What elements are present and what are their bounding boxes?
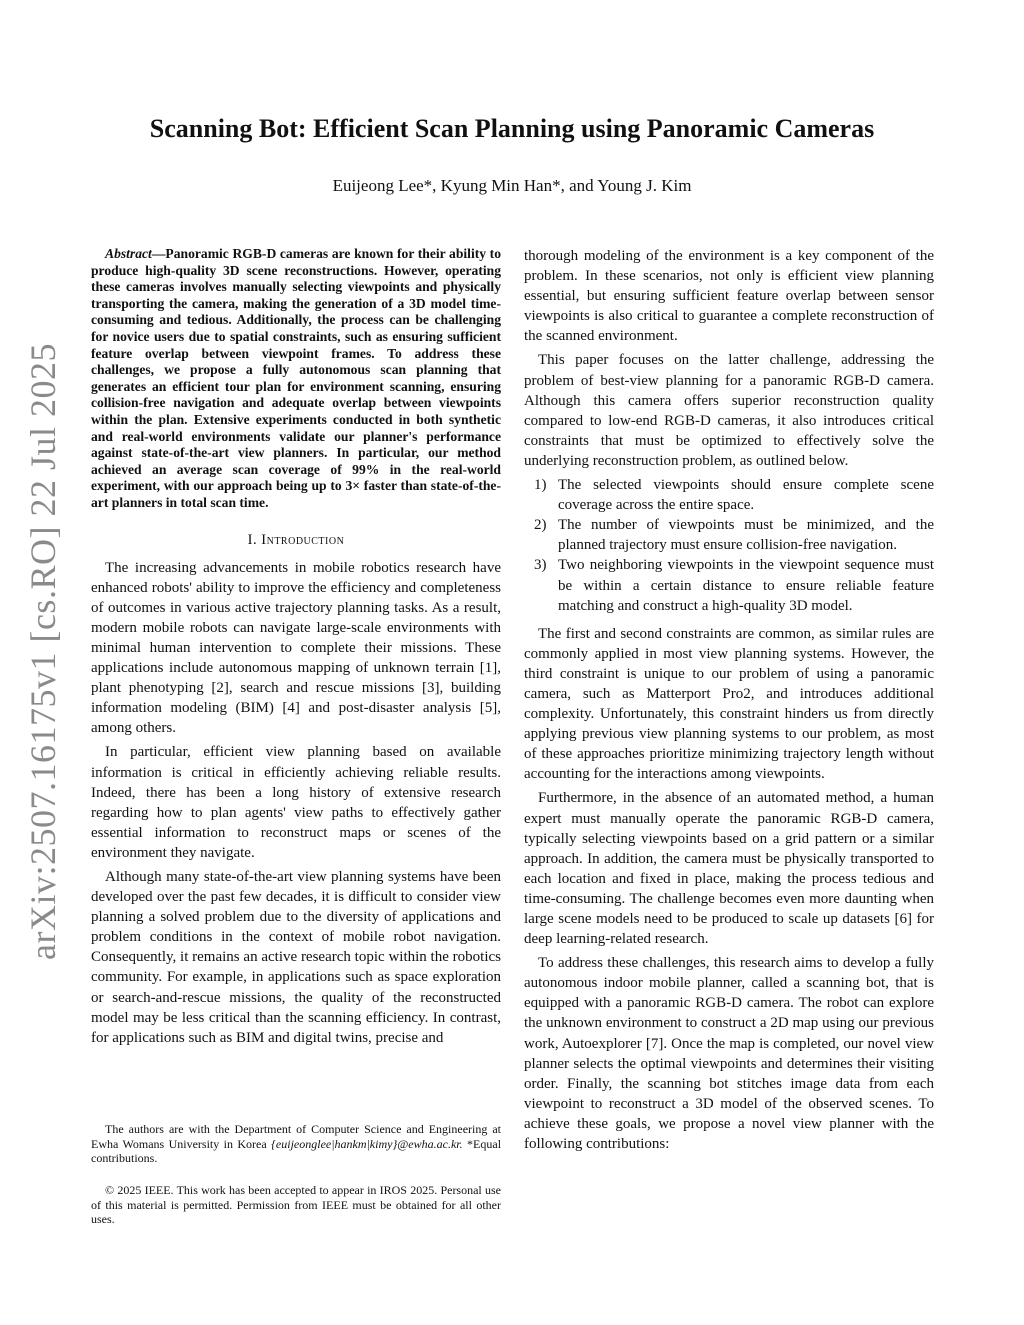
constraint-text: Two neighboring viewpoints in the viewpoint sequence must be within a certain distance to ensure reliable feature matching and construct a high-quality 3D model. xyxy=(558,557,934,614)
footnote-copyright xyxy=(91,1183,501,1227)
copyright-text: © 2025 IEEE. This work has been accepted to appear in IROS 2025. Personal use of this material is permitted. Permission from IEEE must be obtained for all other uses. xyxy=(91,1183,501,1226)
abstract-separator: — xyxy=(151,246,166,261)
intro-paragraph-1: The increasing advancements in mobile robotics research have enhanced robots' ability to improve the efficiency and completeness of outcomes in various active trajectory planning tasks. As a result, modern mobile robots can navigate large-scale environments with minimal human intervention to complete their missions. These applications include autonomous mapping of unknown terrain [1], plant phenotyping [2], search and rescue missions [3], building information modeling (BIM) [4] and post-disaster analysis [5], among others. xyxy=(91,559,501,737)
constraint-text: The selected viewpoints should ensure complete scene coverage across the entire space. xyxy=(558,477,934,514)
constraints-list xyxy=(524,475,934,616)
constraint-number: 2) xyxy=(534,517,547,534)
constraint-number: 3) xyxy=(534,557,547,574)
constraint-item xyxy=(524,555,934,615)
constraint-number: 1) xyxy=(534,477,547,494)
right-column xyxy=(524,246,934,1158)
constraint-item xyxy=(524,515,934,555)
arxiv-identifier: arXiv:2507.16175v1 [cs.RO] 22 Jul 2025 xyxy=(23,343,63,960)
footnote-affiliation-text: The authors are with the Department of Computer Science and Engineering at Ewha Womans University in Korea xyxy=(91,1122,501,1151)
intro-paragraph-3: Although many state-of-the-art view planning systems have been developed over the past few decades, it is difficult to consider view planning a solved problem due to the diversity of applications and problem conditions in the context of mobile robot navigation. Consequently, it remains an active research topic within the robotics community. For example, in applications such as space exploration or search-and-rescue missions, the quality of the reconstructed model may be less critical than the scanning efficiency. In contrast, for applications such as BIM and digital twins, precise and xyxy=(91,869,501,1046)
paper-title: Scanning Bot: Efficient Scan Planning using Panoramic Cameras xyxy=(149,114,875,143)
right-paragraph-5: To address these challenges, this research aims to develop a fully autonomous indoor mobile planner, called a scanning bot, that is equipped with a panoramic RGB-D camera. The robot can explore the unknown environment to construct a 2D map using our previous work, Autoexplorer [7]. Once the map is completed, our novel view planner selects the optimal viewpoints and determines their visiting order. Finally, the scanning bot stitches image data from each viewpoint to reconstruct a 3D model of the observed scenes. To achieve these goals, we propose a novel view planner with the following contributions: xyxy=(524,955,934,1153)
footnote-affiliation xyxy=(91,1122,501,1166)
abstract xyxy=(91,246,501,512)
author-list: Euijeong Lee*, Kyung Min Han*, and Young J. Kim xyxy=(332,176,692,195)
constraint-item xyxy=(524,475,934,515)
right-paragraph-2: This paper focuses on the latter challenge, addressing the problem of best-view planning for a panoramic RGB-D camera. Although this camera offers superior reconstruction quality compared to low-end RGB-D cameras, it also introduces critical constraints that must be optimized to effectively solve the underlying reconstruction problem, as outlined below. xyxy=(524,352,934,469)
abstract-text: Panoramic RGB-D cameras are known for their ability to produce high-quality 3D scene reconstructions. However, operating these cameras involves manually selecting viewpoints and physically transporting the camera, making the generation of a 3D model time-consuming and tedious. Additionally, the process can be challenging for novice users due to spatial constraints, such as ensuring sufficient feature overlap between viewpoint frames. To address these challenges, we propose a fully autonomous scan planning that generates an efficient tour plan for environment scanning, ensuring collision-free navigation and adequate overlap between viewpoints within the plan. Extensive experiments conducted in both synthetic and real-world environments validate our planner's performance against state-of-the-art view planners. In particular, our method achieved an average scan coverage of 99% in the real-world experiment, with our approach being up to 3× faster than state-of-the-art planners in total scan time. xyxy=(91,246,501,510)
right-paragraph-3: The first and second constraints are common, as similar rules are commonly applied in most view planning systems. However, the third constraint is unique to our problem of using a panoramic camera, such as Matterport Pro2, and introduces additional complexity. Unfortunately, this constraint hinders us from directly applying previous view planning systems to our problem, as most of these approaches prioritize minimizing trajectory length without accounting for the interactions among viewpoints. xyxy=(524,625,934,783)
section-heading-introduction xyxy=(91,530,501,550)
footnote-emails: {euijeonglee|hankm|kimy}@ewha.ac.kr. xyxy=(271,1136,463,1151)
abstract-label: Abstract xyxy=(105,246,152,261)
left-column xyxy=(91,246,501,1052)
footnote-equal-contrib: *Equal contributions. xyxy=(91,1136,502,1165)
right-paragraph-4: Furthermore, in the absence of an automated method, a human expert must manually operate the panoramic RGB-D camera, typically selecting viewpoints based on a grid pattern or a similar approach. In addition, the camera must be physically transported to each location and fixed in place, making the process tedious and time-consuming. The challenge becomes even more daunting when large scene models need to be produced to scale up datasets [6] for deep learning-related research. xyxy=(524,790,934,948)
intro-paragraph-2: In particular, efficient view planning based on available information is critical in efficiently achieving reliable results. Indeed, there has been a long history of extensive research regarding how to plan agents' view paths to effectively gather essential information to reconstruct maps or scenes of the environment they navigate. xyxy=(91,744,501,861)
right-paragraph-1: thorough modeling of the environment is a key component of the problem. In these scenarios, not only is efficient view planning essential, but ensuring sufficient feature overlap between sensor viewpoints is also critical to guarantee a complete reconstruction of the scanned environment. xyxy=(524,248,934,345)
section-number: I. xyxy=(247,531,258,548)
section-title: Introduction xyxy=(261,531,345,548)
constraint-text: The number of viewpoints must be minimized, and the planned trajectory must ensure collision-free navigation. xyxy=(558,517,934,554)
